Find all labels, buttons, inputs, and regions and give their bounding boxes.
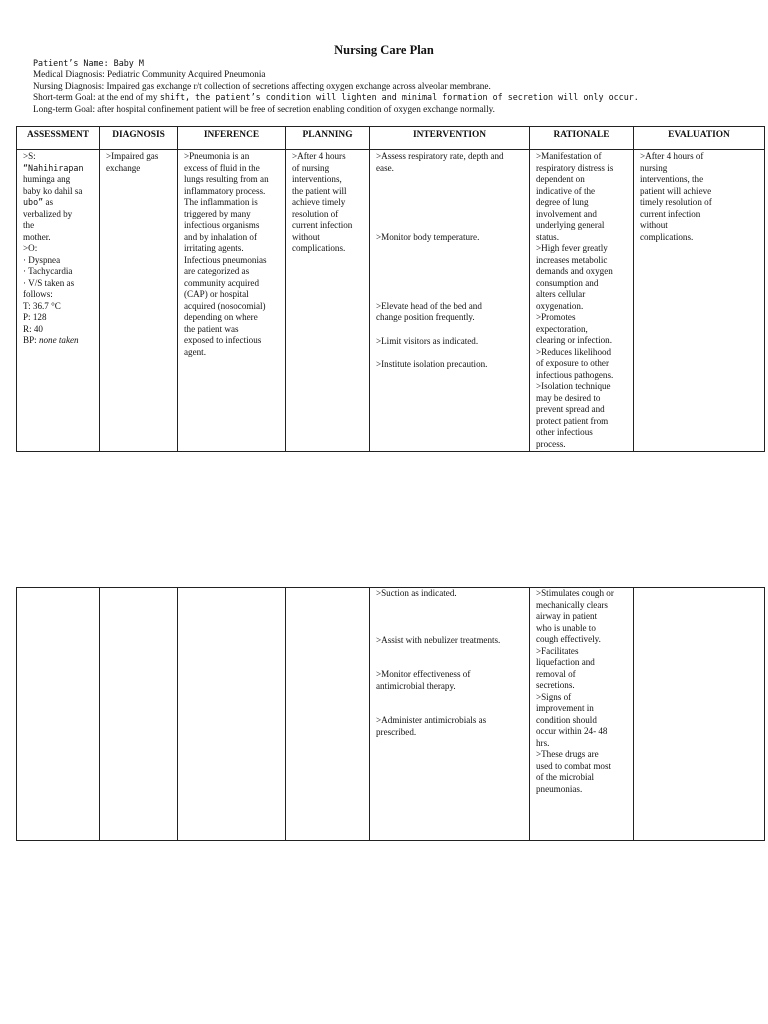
header-assessment: ASSESSMENT bbox=[17, 127, 100, 150]
intervention-item: >Suction as indicated. bbox=[376, 588, 457, 598]
evaluation-cell bbox=[634, 150, 765, 452]
planning-text: resolution of bbox=[292, 208, 339, 219]
assessment-quote: “Nahihirapan bbox=[23, 162, 84, 173]
planning-text: achieve timely bbox=[292, 197, 346, 207]
patient-info bbox=[33, 58, 753, 115]
nursing-diagnosis: Nursing Diagnosis: Impaired gas exchange r/t collection of secretions affecting oxygen exchange across alveolar membrane. bbox=[33, 80, 491, 91]
inference-text: the patient was bbox=[184, 323, 239, 334]
assessment-quote: as bbox=[43, 197, 54, 207]
long-term-goal: Long-term Goal: after hospital confinement patient will be free of secretion enabling condition of oxygen exchange normally. bbox=[33, 103, 495, 114]
rationale-text: prevent spread and bbox=[536, 404, 605, 414]
evaluation-text: interventions, the bbox=[640, 174, 704, 184]
table-row bbox=[17, 150, 765, 452]
rationale-text: consumption and bbox=[536, 277, 599, 288]
intervention-item: >Monitor body temperature. bbox=[376, 232, 480, 242]
objective-item: · V/S taken as bbox=[23, 277, 75, 288]
intervention-item: ease. bbox=[376, 162, 394, 173]
rationale-text: clearing or infection. bbox=[536, 335, 613, 345]
table-header-row bbox=[17, 127, 765, 150]
patient-name-value: : Baby M bbox=[103, 58, 144, 68]
assessment-quote: ubo” bbox=[23, 197, 44, 207]
inference-text: agent. bbox=[184, 346, 206, 357]
evaluation-text: timely resolution of bbox=[640, 197, 712, 207]
objective-label: >O: bbox=[23, 243, 38, 253]
inference-cell bbox=[178, 588, 286, 841]
rationale-text: may be desired to bbox=[536, 392, 601, 403]
rationale-text: who is unable to bbox=[536, 622, 596, 633]
patient-name-label: Patient’s Name bbox=[33, 58, 104, 68]
inference-text: depending on where bbox=[184, 312, 258, 322]
rationale-cell bbox=[530, 150, 634, 452]
planning-cell bbox=[286, 588, 370, 841]
vital-sign: T: 36.7 °C bbox=[23, 300, 61, 311]
page-title: Nursing Care Plan bbox=[334, 43, 434, 57]
inference-text: exposed to infectious bbox=[184, 335, 262, 345]
planning-text: without bbox=[292, 231, 320, 242]
rationale-text: increases metabolic bbox=[536, 254, 608, 265]
rationale-text: >Reduces likelihood bbox=[536, 346, 612, 357]
vital-sign: BP: bbox=[23, 335, 39, 345]
intervention-item: prescribed. bbox=[376, 726, 417, 737]
rationale-text: degree of lung bbox=[536, 197, 589, 207]
header-inference: INFERENCE bbox=[178, 127, 286, 150]
rationale-text: infectious pathogens. bbox=[536, 369, 614, 380]
rationale-text: >These drugs are bbox=[536, 749, 599, 759]
diagnosis-cell bbox=[100, 150, 178, 452]
intervention-item: change position frequently. bbox=[376, 312, 475, 322]
patient-name-line bbox=[33, 58, 753, 69]
rationale-text: secretions. bbox=[536, 680, 575, 690]
planning-text: interventions, bbox=[292, 174, 342, 184]
assessment-quote: baby ko dahil sa bbox=[23, 185, 83, 196]
planning-text: of nursing bbox=[292, 162, 330, 173]
inference-text: infectious organisms bbox=[184, 220, 260, 230]
rationale-text: of exposure to other bbox=[536, 358, 609, 368]
assessment-text: the bbox=[23, 220, 35, 230]
rationale-text: respiratory distress is bbox=[536, 162, 614, 173]
rationale-text: underlying general bbox=[536, 220, 605, 230]
rationale-text: hrs. bbox=[536, 737, 550, 748]
intervention-item: >Elevate head of the bed and bbox=[376, 300, 482, 311]
inference-text: are categorized as bbox=[184, 266, 250, 276]
diagnosis-text: >Impaired gas bbox=[106, 151, 159, 161]
inference-text: The inflammation is bbox=[184, 197, 258, 207]
intervention-cell bbox=[370, 588, 530, 841]
rationale-text: >Stimulates cough or bbox=[536, 588, 614, 598]
rationale-text: demands and oxygen bbox=[536, 266, 613, 276]
rationale-text: >High fever greatly bbox=[536, 243, 608, 253]
evaluation-cell bbox=[634, 588, 765, 841]
short-term-goal-text-cont: shift, the patient’s condition will lighten and minimal formation of secretion will only occur. bbox=[159, 92, 639, 103]
intervention-item: >Limit visitors as indicated. bbox=[376, 335, 479, 346]
header-diagnosis: DIAGNOSIS bbox=[100, 127, 178, 150]
rationale-text: removal of bbox=[536, 668, 576, 679]
rationale-text: indicative of the bbox=[536, 185, 596, 196]
evaluation-text: without bbox=[640, 220, 668, 230]
inference-text: lungs resulting from an bbox=[184, 174, 269, 184]
care-plan-table-continued bbox=[16, 587, 765, 841]
short-term-goal bbox=[33, 92, 753, 103]
intervention-item: >Assess respiratory rate, depth and bbox=[376, 151, 504, 161]
planning-text: complications. bbox=[292, 243, 346, 253]
header-rationale: RATIONALE bbox=[530, 127, 634, 150]
rationale-text: occur within 24- 48 bbox=[536, 726, 608, 736]
rationale-text: >Facilitates bbox=[536, 645, 579, 656]
rationale-text: of the microbial bbox=[536, 772, 595, 782]
table-row bbox=[17, 588, 765, 841]
inference-text: (CAP) or hospital bbox=[184, 289, 249, 299]
care-plan-table bbox=[16, 126, 765, 452]
short-term-goal-text: Short-term Goal: at the end of my bbox=[33, 92, 160, 103]
rationale-text: oxygenation. bbox=[536, 300, 584, 311]
assessment-text: verbalized by bbox=[23, 208, 73, 219]
rationale-text: condition should bbox=[536, 714, 597, 725]
evaluation-text: complications. bbox=[640, 231, 694, 242]
assessment-text: mother. bbox=[23, 231, 51, 242]
rationale-text: >Isolation technique bbox=[536, 381, 611, 391]
intervention-item: antimicrobial therapy. bbox=[376, 680, 456, 691]
objective-item: follows: bbox=[23, 289, 53, 299]
header-intervention: INTERVENTION bbox=[370, 127, 530, 150]
planning-text: current infection bbox=[292, 220, 353, 230]
vital-sign: P: 128 bbox=[23, 312, 47, 322]
rationale-text: process. bbox=[536, 438, 566, 449]
inference-text: inflammatory process. bbox=[184, 185, 266, 196]
assessment-cell bbox=[17, 588, 100, 841]
assessment-cell bbox=[17, 150, 100, 452]
rationale-text: used to combat most bbox=[536, 760, 612, 771]
assessment-quote: huminga ang bbox=[23, 174, 71, 184]
rationale-text: >Manifestation of bbox=[536, 151, 602, 161]
inference-text: excess of fluid in the bbox=[184, 162, 260, 173]
rationale-cell bbox=[530, 588, 634, 841]
rationale-text: >Promotes bbox=[536, 312, 576, 322]
rationale-text: cough effectively. bbox=[536, 634, 601, 644]
intervention-item: >Monitor effectiveness of bbox=[376, 669, 471, 679]
inference-text: Infectious pneumonias bbox=[184, 254, 267, 265]
rationale-text: involvement and bbox=[536, 208, 597, 219]
subjective-label: >S: bbox=[23, 151, 36, 161]
objective-item: · Dyspnea bbox=[23, 254, 61, 265]
intervention-item: >Administer antimicrobials as bbox=[376, 715, 487, 725]
rationale-text: other infectious bbox=[536, 427, 593, 437]
planning-text: >After 4 hours bbox=[292, 151, 346, 161]
objective-item: · Tachycardia bbox=[23, 266, 73, 276]
intervention-item: >Institute isolation precaution. bbox=[376, 359, 488, 369]
rationale-text: >Signs of bbox=[536, 691, 572, 702]
rationale-text: alters cellular bbox=[536, 289, 586, 299]
evaluation-text: nursing bbox=[640, 162, 668, 173]
inference-text: irritating agents. bbox=[184, 243, 244, 253]
vital-sign-value: none taken bbox=[38, 335, 79, 345]
planning-text: the patient will bbox=[292, 185, 347, 196]
rationale-text: pneumonias. bbox=[536, 783, 583, 794]
diagnosis-text: exchange bbox=[106, 162, 141, 173]
planning-cell bbox=[286, 150, 370, 452]
vital-sign: R: 40 bbox=[23, 323, 43, 334]
rationale-text: improvement in bbox=[536, 703, 594, 713]
intervention-item: >Assist with nebulizer treatments. bbox=[376, 634, 501, 645]
diagnosis-cell bbox=[100, 588, 178, 841]
inference-cell bbox=[178, 150, 286, 452]
intervention-cell bbox=[370, 150, 530, 452]
evaluation-text: patient will achieve bbox=[640, 185, 712, 196]
inference-text: community acquired bbox=[184, 277, 260, 288]
rationale-text: liquefaction and bbox=[536, 657, 595, 667]
inference-text: triggered by many bbox=[184, 208, 251, 219]
evaluation-text: >After 4 hours of bbox=[640, 151, 704, 161]
header-evaluation: EVALUATION bbox=[634, 127, 765, 150]
inference-text: acquired (nosocomial) bbox=[184, 300, 266, 311]
inference-text: >Pneumonia is an bbox=[184, 151, 250, 161]
rationale-text: dependent on bbox=[536, 174, 585, 184]
medical-diagnosis: Medical Diagnosis: Pediatric Community Acquired Pneumonia bbox=[33, 69, 266, 80]
rationale-text: protect patient from bbox=[536, 415, 609, 426]
rationale-text: mechanically clears bbox=[536, 599, 608, 610]
header-planning: PLANNING bbox=[286, 127, 370, 150]
evaluation-text: current infection bbox=[640, 208, 701, 219]
rationale-text: airway in patient bbox=[536, 611, 598, 621]
rationale-text: status. bbox=[536, 231, 559, 242]
rationale-text: expectoration, bbox=[536, 323, 588, 334]
inference-text: and by inhalation of bbox=[184, 231, 257, 242]
